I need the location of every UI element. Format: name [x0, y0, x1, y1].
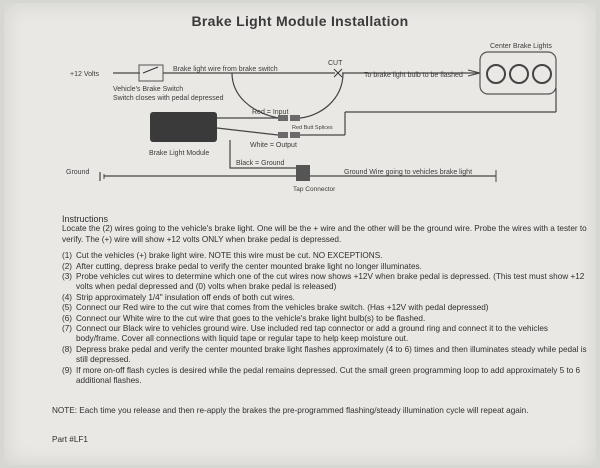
step-item	[62, 251, 592, 261]
step-number: (1)	[62, 251, 73, 261]
step-number: (9)	[62, 365, 73, 375]
instruction-steps	[62, 251, 592, 386]
ground-label: Ground	[66, 169, 90, 176]
switch-label: Vehicle's Brake Switch	[113, 86, 184, 93]
step-item	[62, 324, 592, 345]
tap-connector-label: Tap Connector	[293, 186, 336, 193]
step-number: (7)	[62, 324, 73, 334]
brake-switch	[139, 65, 163, 81]
step-number: (3)	[62, 272, 73, 282]
white-wire	[217, 128, 278, 135]
instructions-intro: Locate the (2) wires going to the vehicle's brake light. One will be the + wire and the other will be the ground wire. Probe the wires with a tester to verify. The (+) wire will show +12 volts ONLY when brake pedal is depressed.	[62, 224, 587, 244]
lamp-2	[510, 65, 528, 83]
step-number: (8)	[62, 344, 73, 354]
center-lights-label: Center Brake Lights	[490, 43, 552, 50]
tap-connector	[296, 165, 310, 181]
step-item	[62, 293, 592, 303]
switch-desc-label: Switch closes with pedal depressed	[113, 95, 224, 102]
white-splice-1	[278, 132, 288, 138]
wiring-diagram	[0, 0, 600, 215]
step-number: (2)	[62, 261, 73, 271]
step-item	[62, 366, 592, 387]
step-text: Depress brake pedal and verify the center mounted brake light flashes approximately (4 to 6) times and then illuminates steady while pedal is still depressed.	[76, 344, 587, 365]
brake-light-module	[150, 112, 217, 142]
plus12v-label: +12 Volts	[70, 71, 99, 78]
step-item	[62, 272, 592, 293]
step-text: After cutting, depress brake pedal to verify the center mounted brake light no longer illuminates.	[76, 261, 422, 271]
step-number: (6)	[62, 313, 73, 323]
red-input-label: Red = Input	[252, 109, 289, 116]
step-text: Strip approximately 1/4" insulation off ends of both cut wires.	[76, 292, 295, 302]
part-number: Part #LF1	[52, 435, 88, 444]
step-text: Probe vehicles cut wires to determine which one of the cut wires now shows +12V when brake pedal is depressed. (This test must show +12 volts when pedal depressed and (0) volts when brake pedal is released)	[76, 272, 585, 292]
step-item	[62, 314, 592, 324]
step-text: Connect our White wire to the cut wire that goes to the vehicle's brake light bulb(s) to be flashed.	[76, 313, 426, 323]
white-output-label: White = Output	[250, 142, 297, 149]
instructions-section	[62, 214, 592, 387]
butt-splices-label: Red Butt Splices	[292, 125, 333, 131]
white-splice-2	[290, 132, 300, 138]
step-text: Connect our Red wire to the cut wire that comes from the vehicles brake switch. (Has +12V with pedal depressed)	[76, 303, 489, 313]
step-number: (4)	[62, 292, 73, 302]
step-item	[62, 345, 592, 366]
step-number: (5)	[62, 303, 73, 313]
module-label: Brake Light Module	[149, 150, 210, 157]
instructions-heading: Instructions	[62, 214, 109, 224]
lamp-1	[487, 65, 505, 83]
switch-contact	[143, 67, 158, 73]
red-splice-2	[290, 115, 300, 121]
step-text: Connect our Black wire to vehicles ground wire. Use included red tap connector or add a ground ring and connect it to the vehicles body/frame. Cover all connections with liquid tape or regular tape to help keep moisture out.	[76, 324, 548, 344]
to-bulb-label: To brake light bulb to be flashed	[364, 72, 463, 79]
ground-wire-label: Ground Wire going to vehicles brake light	[344, 169, 473, 176]
step-text: If more on-off flash cycles is desired while the pedal remains depressed. Cut the small green programming loop to add approximately 5 to 6 additional flashes.	[76, 365, 581, 386]
cut-label: CUT	[328, 60, 343, 67]
switch-wire-label: Brake light wire from brake switch	[173, 66, 278, 73]
note-text: NOTE: Each time you release and then re-apply the brakes the pre-programmed flashing/steady illumination cycle will repeat again.	[52, 406, 529, 415]
step-item	[62, 262, 592, 272]
black-ground-label: Black = Ground	[236, 160, 285, 167]
white-splice-lead	[300, 73, 343, 118]
step-text: Cut the vehicles (+) brake light wire. NOTE this wire must be cut. NO EXCEPTIONS.	[76, 251, 383, 261]
lamp-3	[533, 65, 551, 83]
center-brake-lights	[480, 52, 556, 94]
step-item	[62, 303, 592, 313]
page-title: Brake Light Module Installation	[191, 13, 409, 29]
